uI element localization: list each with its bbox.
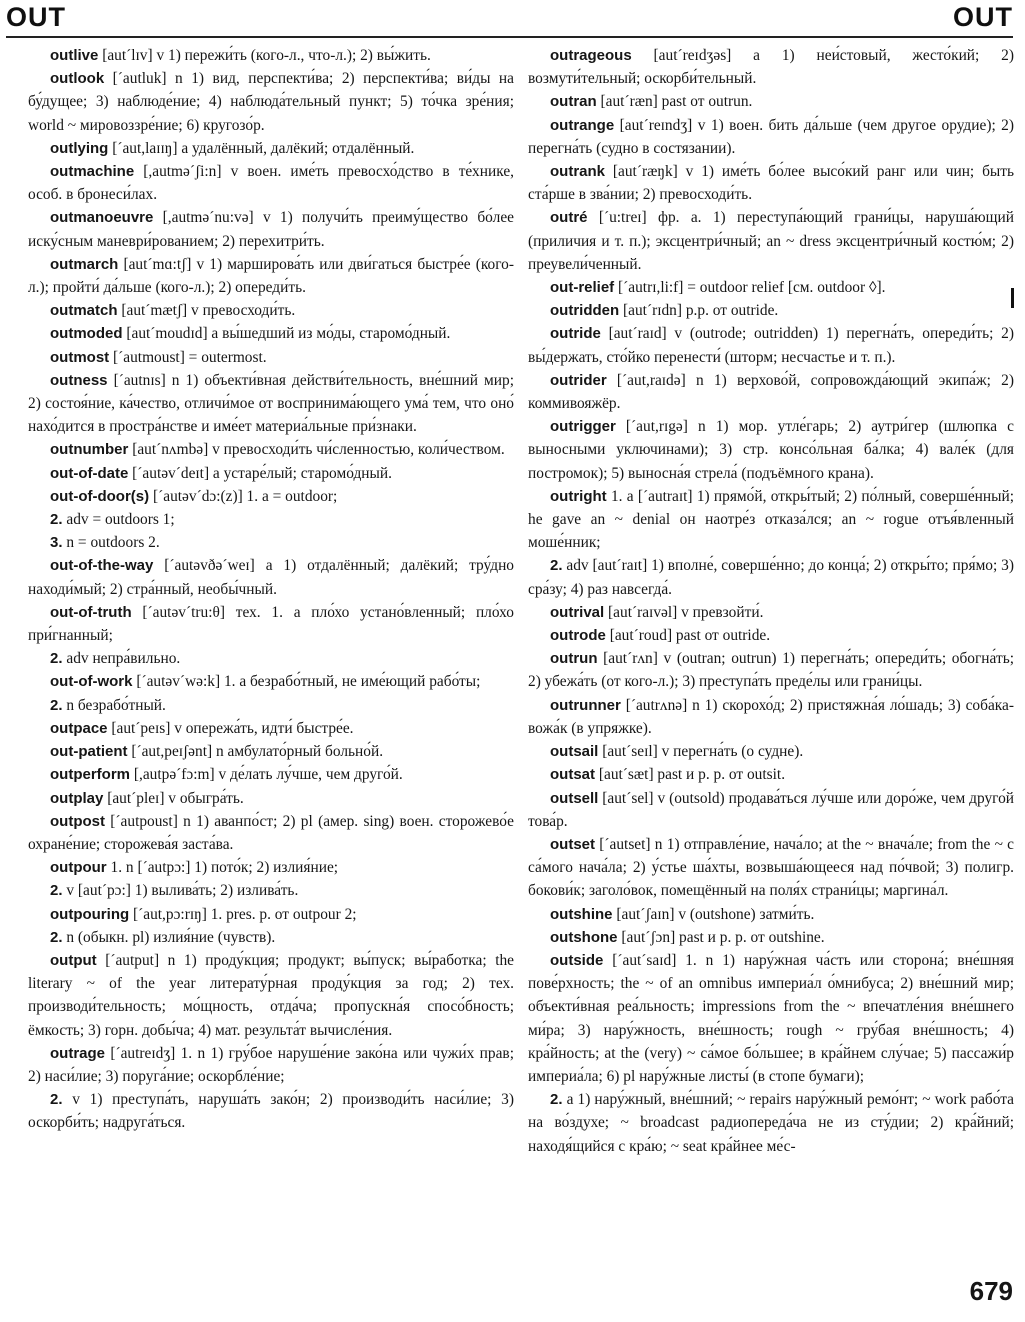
entry-text: [´aut,rɪgə] n 1) мор. утле́гарь; 2) аутри́гер (шлюпка с выносными уключинами); 3) стр. консо́льная ба́лка; 4) вале́к (для постромок); 5) выносна́я стрела́ (подъёмного крана). [528, 418, 1014, 482]
headword: outlook [50, 70, 105, 88]
dictionary-entry [28, 346, 514, 369]
running-head-right: OUT [953, 2, 1013, 32]
dictionary-entry [28, 787, 514, 810]
headword: 3. [50, 534, 63, 552]
dictionary-entry [28, 903, 514, 926]
headword: outsail [550, 743, 599, 761]
entry-text: [aut´reɪndʒ] v 1) воен. бить да́льше (чем другое орудие); 2) перегна́ть (судно в состязании). [528, 116, 1014, 157]
headword: out-relief [550, 279, 615, 297]
headword: 2. [50, 1091, 63, 1109]
entry-text: [´autset] n 1) отправле́ние, нача́ло; at the ~ внача́ле; from the ~ с са́мого нача́ла; 2) у́стье ша́хты, возвыша́ющееся над по́чвой; 3) полигр. бокови́к; заголо́вок, помещённый на поля́х страни́цы; маргина́л. [528, 835, 1014, 900]
dictionary-entry [28, 206, 514, 252]
entry-text: a 1) нару́жный, вне́шний; ~ repairs нару́жный ремо́нт; ~ work рабо́та на во́здухе; ~ broadcast радиопереда́ча не из сту́дии; 2) кра́йний; находя́щийся с кра́ю; ~ seat кра́йнее ме́с- [528, 1091, 1014, 1155]
dictionary-entry [528, 44, 1014, 90]
headword: outridden [550, 302, 620, 320]
dictionary-entry [28, 531, 514, 554]
dictionary-entry [28, 438, 514, 461]
entry-text: [´autluk] n 1) вид, перспекти́ва; 2) перспекти́ва; ви́ды на бу́дущее; 3) наблюде́ние; 4) наблюда́тельный пункт; 5) то́чка зре́ния; world ~ мировоззре́ние; 6) кругозо́р. [28, 70, 514, 134]
headword: 2. [50, 511, 63, 529]
headword: outsat [550, 766, 595, 784]
dictionary-entry [28, 137, 514, 160]
entry-text: [aut´sæt] past и p. p. от outsit. [598, 766, 786, 784]
running-head-left: OUT [6, 2, 66, 32]
dictionary-entry [28, 949, 514, 1042]
entry-text: [´autreɪdʒ] 1. n 1) гру́бое наруше́ние зако́на или чужи́х прав; 2) наси́лие; 3) поруга́ние; оскорбле́ние; [28, 1044, 514, 1085]
entry-text: [aut´moudɪd] a вы́шедший из мо́ды, старомо́дный. [126, 325, 451, 343]
dictionary-entry [28, 508, 514, 531]
dictionary-entry [28, 694, 514, 717]
dictionary-entry [528, 601, 1014, 624]
dictionary-entry [28, 44, 514, 67]
entry-text: [´autəvðə´weɪ] a 1) отдалённый; далёкий; тру́дно находи́мый; 2) стра́нный, необы́чный. [28, 557, 515, 598]
entry-text: n безрабо́тный. [66, 696, 166, 714]
left-column [28, 44, 514, 1135]
entry-text: 1. n [´autpɔ:] 1) пото́к; 2) излия́ние; [110, 859, 339, 877]
dictionary-entry [528, 694, 1014, 740]
dictionary-entry [528, 554, 1014, 600]
dictionary-entry [28, 299, 514, 322]
headword: 2. [50, 882, 63, 900]
dictionary-entry [528, 276, 1014, 299]
dictionary-entry [528, 485, 1014, 555]
headword: outrage [50, 1044, 106, 1062]
headword: outshone [550, 928, 618, 946]
dictionary-entry [528, 787, 1014, 833]
headword: 2. [550, 1091, 563, 1109]
dictionary-entry [528, 1088, 1014, 1158]
headword: out-of-date [50, 464, 129, 482]
entry-text: [aut´nʌmbə] v превосходи́ть чи́сленностью, коли́чеством. [132, 441, 505, 459]
entry-text: [aut´ræn] past от outrun. [600, 93, 753, 111]
headword: outplay [50, 789, 104, 807]
headword: outran [550, 93, 597, 111]
dictionary-entry [28, 926, 514, 949]
dictionary-entry [28, 160, 514, 206]
entry-text: [aut´pleɪ] v обыгра́ть. [107, 789, 244, 807]
entry-text: v 1) преступа́ть, наруша́ть зако́н; 2) производи́ть наси́лие; 3) оскорби́ть; надруга́ться. [28, 1091, 514, 1132]
dictionary-entry [528, 90, 1014, 113]
headword: outshine [550, 905, 613, 923]
headword: outrigger [550, 418, 616, 436]
headword: outrunner [550, 696, 621, 714]
dictionary-entry [28, 485, 514, 508]
dictionary-entry [528, 299, 1014, 322]
headword: outrival [550, 603, 605, 621]
dictionary-entry [28, 253, 514, 299]
dictionary-entry [28, 554, 514, 600]
dictionary-entry [528, 369, 1014, 415]
headword: output [50, 951, 97, 969]
entry-text: [´autəv´tru:θ] тех. 1. a пло́хо устано́вленный; пло́хо при́гнанный; [28, 603, 514, 645]
entry-text: [aut´reɪdʒəs] a 1) неи́стовый, жесто́кий; 2) возмути́тельный; оскорби́тельный. [528, 47, 1014, 88]
dictionary-entry [28, 763, 514, 786]
dictionary-entry [528, 833, 1014, 903]
headword: outsell [550, 789, 599, 807]
dictionary-entry [528, 624, 1014, 647]
dictionary-entry [528, 160, 1014, 206]
entry-text: [´autpoust] n 1) аванпо́ст; 2) pl (амер. sing) воен. сторожево́е охране́ние; сторожева́я заста́ва. [28, 812, 514, 853]
headword: outpost [50, 812, 105, 830]
headword: 2. [50, 928, 63, 946]
entry-text: [´aut,laɪɪŋ] a удалённый, далёкий; отдалённый. [112, 139, 415, 157]
dictionary-entry [28, 322, 514, 345]
headword: out-of-door(s) [50, 487, 150, 505]
dictionary-entry [28, 717, 514, 740]
right-column [528, 44, 1014, 1158]
dictionary-entry [528, 903, 1014, 926]
headword: outpour [50, 859, 107, 877]
headword: outmost [50, 348, 110, 366]
dictionary-entry [28, 856, 514, 879]
entry-text: [aut´rɪdn] p.p. от outride. [623, 302, 779, 320]
header-rule [6, 36, 1013, 38]
dictionary-entry [528, 322, 1014, 368]
dictionary-entry [528, 763, 1014, 786]
headword: out-patient [50, 743, 128, 761]
dictionary-entry [28, 67, 514, 137]
headword: outmarch [50, 255, 119, 273]
headword: outnumber [50, 441, 129, 459]
headword: outmoded [50, 325, 123, 343]
headword: out-of-the-way [50, 557, 154, 575]
dictionary-entry [28, 647, 514, 670]
headword: outrange [550, 116, 615, 134]
headword: outrageous [550, 47, 632, 64]
headword: out-of-truth [50, 603, 132, 621]
entry-text: [aut´raɪd] v (outrode; outridden) 1) перегна́ть, опереди́ть; 2) вы́держать, сто́йко перенести́ (шторм; несчастье и т. п.). [528, 325, 1014, 366]
entry-text: [aut´roud] past от outride. [609, 627, 771, 645]
headword: 2. [50, 650, 63, 668]
dictionary-entry [528, 647, 1014, 693]
headword: outrank [550, 163, 606, 181]
dictionary-entry [528, 926, 1014, 949]
dictionary-entry [28, 1042, 514, 1088]
entry-text: adv непра́вильно. [66, 650, 181, 668]
entry-text: [,autpə´fɔ:m] v де́лать лу́чше, чем друго́й. [133, 766, 403, 784]
dictionary-entry [528, 415, 1014, 485]
headword: 2. [550, 557, 563, 575]
dictionary-entry [28, 369, 514, 439]
headword: outperform [50, 766, 130, 784]
entry-text: [aut´lɪv] v 1) пережи́ть (кого-л., что-л.); 2) вы́жить. [102, 47, 431, 64]
dictionary-entry [28, 670, 514, 693]
entry-text: adv [aut´raɪt] 1) вполне́, соверше́нно; до конца́; 2) откры́то; пря́мо; 3) сра́зу; 4) раз навсегда́. [528, 557, 1014, 598]
entry-text: [´aut,peɪʃənt] n амбулато́рный больно́й. [131, 743, 384, 761]
entry-text: [aut´ʃɔn] past и p. p. от outshine. [621, 928, 825, 946]
entry-text: [,autmə´nu:və] v 1) получи́ть преиму́щество бо́лее иску́сным маневри́рованием; 2) перехитри́ть. [28, 209, 514, 250]
entry-text: [aut´mɑ:tʃ] v 1) марширова́ть или дви́гаться быстре́е (кого-л.); пройти́ да́льше (кого-л.); 2) опереди́ть. [28, 255, 514, 297]
headword: outrun [550, 650, 598, 668]
entry-text: [´autmoust] = outermost. [113, 348, 267, 366]
headword: outpouring [50, 905, 130, 923]
entry-text: [aut´peɪs] v опережа́ть, идти́ быстре́е. [111, 719, 354, 737]
entry-text: 1. a [´autraɪt] 1) прямо́й, откры́тый; 2) по́лный, соверше́нный; he gave an ~ denial он наотре́з отказа́лся; an ~ rogue отъя́вленный моше́нник; [528, 487, 1014, 552]
entry-text: [´autput] n 1) проду́кция; продукт; вы́пуск; вы́работка; the literary ~ of the year литерату́рная проду́кция за год; 2) тех. производи́тельность; мо́щность, отда́ча; пропускна́я спосо́бность; ёмкость; 3) горн. добы́ча; 4) мат. результа́т вычисле́ния. [28, 951, 514, 1039]
dictionary-entry [528, 114, 1014, 160]
entry-text: [´aut,pɔ:rɪŋ] 1. pres. p. от outpour 2; [133, 905, 357, 923]
headword: outlying [50, 139, 109, 157]
entry-text: [aut´ʃaɪn] v (outshone) затми́ть. [616, 905, 815, 923]
dictionary-entry [28, 740, 514, 763]
entry-text: [aut´mætʃ] v превосходи́ть. [121, 302, 296, 320]
headword: outside [550, 951, 604, 969]
entry-text: [´autrʌnə] n 1) скорохо́д; 2) пристяжна́я ло́шадь; 3) соба́ка-вожа́к (в упряжке). [528, 696, 1014, 737]
headword: outrider [550, 371, 607, 389]
headword: outlive [50, 47, 99, 64]
dictionary-entry [28, 462, 514, 485]
entry-text: [aut´seɪl] v перегна́ть (о судне). [602, 743, 804, 761]
entry-text: [aut´sel] v (outsold) продава́ться лу́чше или доро́же, чем друго́й това́р. [528, 789, 1014, 830]
headword: outpace [50, 719, 108, 737]
dictionary-entry [528, 740, 1014, 763]
margin-mark [1011, 288, 1014, 308]
headword: outset [550, 835, 595, 853]
entry-text: v [aut´pɔ:] 1) вылива́ть; 2) излива́ть. [66, 882, 299, 900]
entry-text: n = outdoors 2. [66, 534, 160, 552]
entry-text: [´autəv´wə:k] 1. a безрабо́тный, не име́ющий рабо́ты; [136, 673, 481, 691]
entry-text: [aut´rʌn] v (outran; outrun) 1) перегна́ть; опереди́ть; обогна́ть; 2) убежа́ть (от кого-л.); 3) преступа́ть преде́лы или грани́цы. [528, 650, 1014, 691]
headword: outré [550, 209, 588, 227]
headword: outmatch [50, 302, 118, 320]
dictionary-entry [28, 810, 514, 856]
entry-text: [´aut´saɪd] 1. n 1) нару́жная ча́сть или сторона́; вне́шняя пове́рхность; the ~ of an omnibus империа́л о́мнибуса; 2) вне́шний мир; объекти́вная реа́льность; impressions from the ~ впечатле́ния вне́шнего ми́ра; 3) нару́жность, вне́шность; rough ~ гру́бая вне́шность; 4) кра́йность; at the (very) ~ са́мое бо́льшее; в кра́йнем слу́чае; 5) пассажи́р империа́ла; 6) pl нару́жные листы́ (в стопе бумаги); [528, 951, 1014, 1085]
dictionary-entry [28, 1088, 514, 1134]
headword: outmanoeuvre [50, 209, 154, 227]
entry-text: [´autrɪ,li:f] = outdoor relief [см. outdoor ◊]. [618, 279, 886, 297]
dictionary-entry [28, 601, 514, 647]
entry-text: [´autəv´deɪt] a устаре́лый; старомо́дный. [132, 464, 392, 482]
headword: outright [550, 487, 607, 505]
dictionary-entry [528, 206, 1014, 276]
entry-text: [´u:treɪ] фр. a. 1) переступа́ющий грани́цы, наруша́ющий (приличия и т. п.); эксцентри́чный; an ~ dress эксцентри́чный костю́м; 2) преувели́ченный. [528, 209, 1014, 273]
headword: out-of-work [50, 673, 133, 691]
entry-text: [aut´raɪvəl] v превзойти́. [608, 603, 764, 621]
dictionary-entry [528, 949, 1014, 1088]
entry-text: [,autmə´ʃi:n] v воен. име́ть превосхо́дство в те́хнике, особ. в бронеси́лах. [28, 163, 514, 204]
dictionary-entry [28, 879, 514, 902]
entry-text: [´aut,raɪdə] n 1) верхово́й, сопровожда́ющий экипа́ж; 2) коммивояжёр. [528, 371, 1014, 413]
headword: outrode [550, 627, 606, 645]
headword: outness [50, 371, 108, 389]
entry-text: [´autnɪs] n 1) объекти́вная действи́тельность, вне́шний мир; 2) состоя́ние, ка́чество, отличи́мое от воспринима́ющего ума́ тем, что оно́ нахо́дится в простра́нстве и име́ет материа́льные при́знаки. [28, 371, 514, 436]
entry-text: [aut´ræŋk] v 1) име́ть бо́лее высо́кий ранг или чин; быть ста́рше в зва́нии; 2) превосходи́ть. [528, 163, 1014, 204]
entry-text: adv = outdoors 1; [66, 511, 175, 529]
headword: outmachine [50, 163, 135, 181]
page-number: 679 [969, 1276, 1013, 1306]
headword: 2. [50, 696, 63, 714]
entry-text: n (обыкн. pl) излия́ние (чувств). [66, 928, 276, 946]
entry-text: [´autəv´dɔ:(z)] 1. a = outdoor; [153, 487, 338, 505]
headword: outride [550, 325, 601, 343]
